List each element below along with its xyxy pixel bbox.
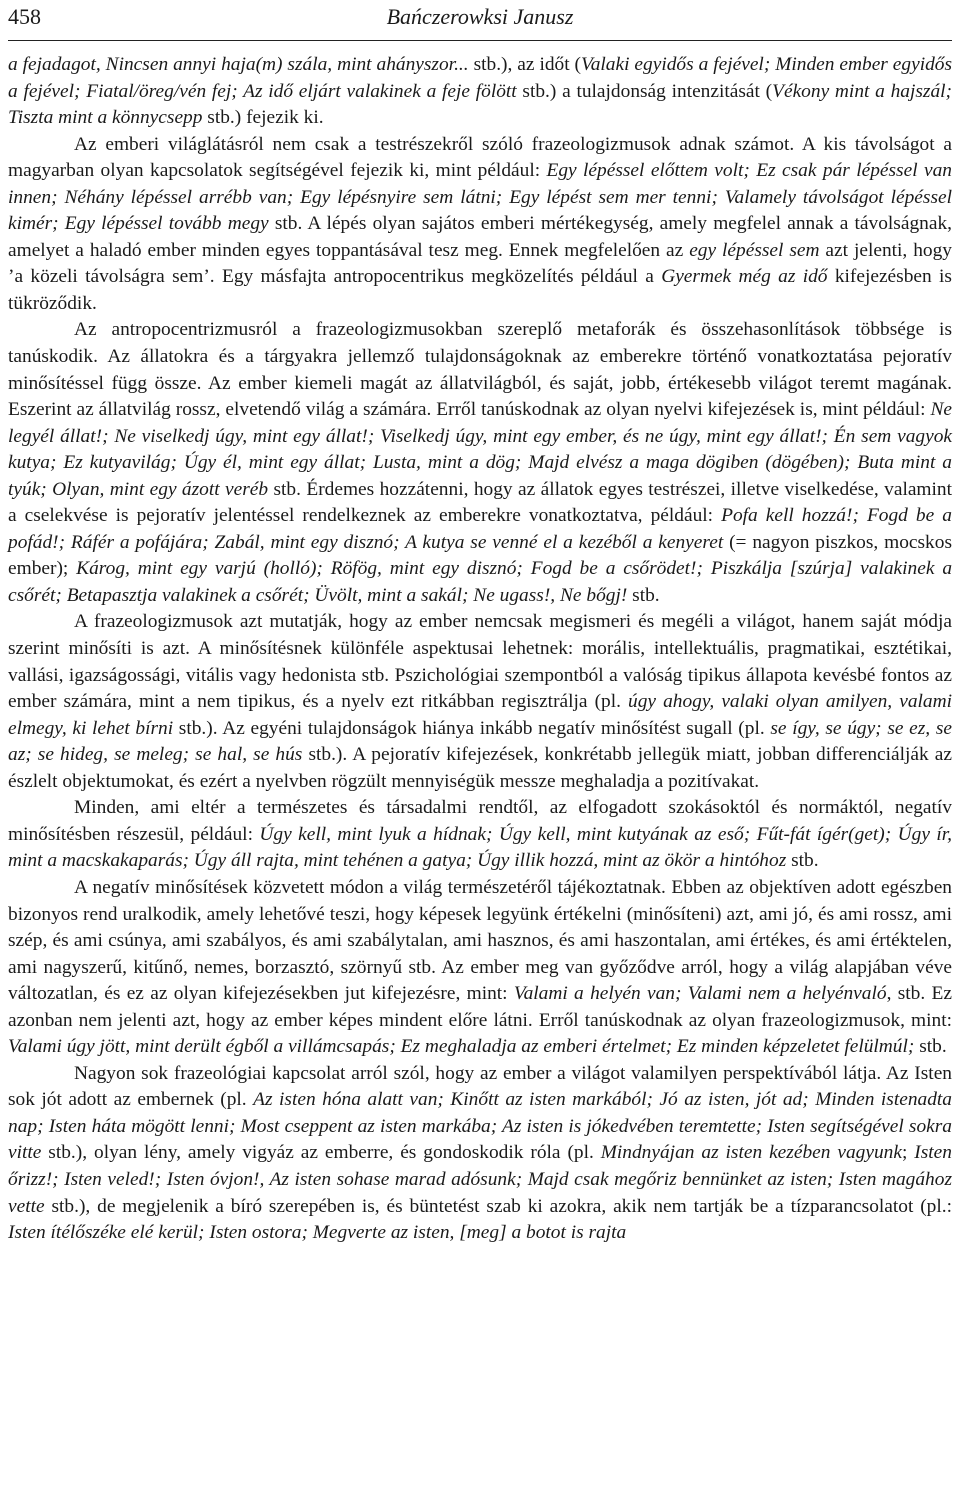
body-text-run: A frazeologizmusok azt mutatják, hogy az ember nemcsak megismeri és megéli a világot, hanem saját módja szerint minősíti is azt. A minősítésnek különféle aspektusai lehetnek: morális, intellektuális, pragmatikai, esztétikai, vallási, igazságossági, vitális vagy hedonista stb. Pszichológiai szempontból a valóság tipikus állapota kevésbé fontos az ember számára, mint a nem tipikus, és a nyelv ezt ritkábban regisztrálja (pl. bbox=[8, 611, 952, 713]
paragraph bbox=[8, 52, 952, 132]
body-text-run: Minden, ami eltér a természetes és társadalmi rendtől, az elfogadott szokásoktól és normáktól, negatív minősítésben részesül, például: bbox=[8, 797, 952, 845]
paragraph bbox=[8, 795, 952, 875]
header-rule bbox=[8, 40, 952, 41]
body-text-run: stb.) fejezik ki. bbox=[202, 107, 324, 129]
italic-example-text: Valami úgy jött, mint derült égből a villámcsapás; Ez meghaladja az emberi értelmet; Ez minden képzeletet felülmúl; bbox=[8, 1036, 915, 1058]
italic-example-text: a fejadagot, Nincsen annyi haja(m) szála, mint ahányszor... bbox=[8, 54, 469, 75]
running-head: Bańczerowksi Janusz bbox=[386, 4, 574, 29]
body-text-run: A negatív minősítések közvetett módon a világ természetéről tájékoztatnak. Ebben az objektíven adott egészben bizonyos rend uralkodik, amely lehetővé teszi, hogy képesek legyünk értékelni (minősíteni) azt, ami jó, és ami rossz, ami szép, és ami csúnya, ami szabályos, és ami szabálytalan, ami hasznos, és ami haszontalan, ami értékes, és ami értéktelen, ami nagyszerű, kitűnő, nemes, borzasztó, szörnyű stb. Az ember meg van győződve arról, hogy a világ alapjában véve változatlan, és ez az olyan kifejezésekben jut kifejezésre, mint: bbox=[8, 876, 952, 1005]
italic-example-text: se így, se úgy; se ez, se az; se hideg, se meleg; se hal, se hús bbox=[8, 717, 952, 766]
body-text-run: stb. Érdemes hozzátenni, hogy az állatok egyes testrészei, illetve viselkedése, valamint a cselekvése is pejoratív jelentéssel rendelkeznek az emberekre vonatkoztatva, például: bbox=[8, 478, 952, 527]
italic-example-text: Valaki egyidős a fejével; Minden ember egyidős a fejével; Fiatal/öreg/vén fej; Az idő eljárt valakinek a feje fölött bbox=[8, 54, 953, 102]
body-text-run: Az antropocentrizmusról a frazeologizmusokban szereplő metaforák és összehasonlítások többsége is tanúskodik. Az állatokra és a tárgyakra jellemző tulajdonságoknak az emberekre történő vonatkoztatása pejoratív minősítéssel függ össze. Az ember kiemeli magát az állatvilágból, és saját, jobb, értékesebb világot teremt magának. Eszerint az állatvilág rossz, elvetendő világ a számára. Erről tanúskodnak az olyan nyelvi kifejezések is, mint például: bbox=[8, 319, 952, 421]
body-text-run: ; bbox=[901, 1142, 915, 1164]
body-text-run: stb. bbox=[627, 584, 660, 606]
paragraph bbox=[8, 609, 952, 795]
italic-example-text: Gyermek még az idő bbox=[661, 266, 828, 288]
page-header bbox=[8, 0, 952, 34]
body-text-run: stb. bbox=[786, 850, 819, 872]
paragraph bbox=[8, 875, 952, 1061]
paragraph bbox=[8, 317, 952, 609]
italic-example-text: Valami a helyén van; Valami nem a helyénvaló bbox=[513, 983, 887, 1005]
body-text-run: , stb. Ez azonban nem jelenti azt, hogy az ember képes mindent előre látni. Erről tanúskodnak az olyan frazeologizmusok, mint: bbox=[8, 983, 952, 1031]
italic-example-text: Pofa kell hozzá!; Fogd be a pofád!; Ráfér a pofájára; Zabál, mint egy disznó; A kutya se venné el a kezéből a kenyeret bbox=[8, 505, 952, 553]
italic-example-text: Isten őrizz!; Isten veled!; Isten óvjon!, Az isten sohase marad adósunk; Majd csak megőriz bennünket az isten; Isten magához vette bbox=[8, 1142, 952, 1217]
italic-example-text: Vékony mint a hajszál; Tiszta mint a könnycsepp bbox=[8, 80, 952, 129]
body-text-run: stb.), olyan lény, amely vigyáz az emberre, és gondoskodik róla (pl. bbox=[41, 1142, 601, 1164]
italic-example-text: egy lépéssel sem bbox=[689, 239, 820, 261]
body-text-run: stb. bbox=[914, 1036, 947, 1058]
body-text-run: stb.). Az egyéni tulajdonságok hiánya inkább negatív minősítést sugall (pl. bbox=[173, 717, 771, 739]
body-text-run: stb.), az időt ( bbox=[468, 54, 582, 75]
body-text-run: Az emberi világlátásról nem csak a testrészekről szóló frazeologizmusok adnak számot. A kis távolságot a magyarban olyan kapcsolatok segítségével fejezik ki, mint például: bbox=[8, 133, 952, 182]
body-text-run: stb.), de megjelenik a bíró szerepében is, és büntetést szab ki azokra, akik nem tartják be a tízparancsolatot (pl.: bbox=[44, 1195, 952, 1217]
body-text-run: (= nagyon piszkos, mocskos ember); bbox=[8, 531, 952, 580]
body-text bbox=[8, 52, 952, 1247]
italic-example-text: Isten ítélőszéke elé kerül; Isten ostora; Megverte az isten, [meg] a botot is rajta bbox=[8, 1222, 627, 1244]
italic-example-text: Úgy kell, mint lyuk a hídnak; Úgy kell, mint kutyának az eső; Fűt-fát ígér(get); Úgy ír, mint a macskakaparás; Úgy áll rajta, mint tehénen a gatya; Úgy illik hozzá, mint az ökör a hintóhoz bbox=[8, 823, 952, 872]
body-text-run: Nagyon sok frazeológiai kapcsolat arról szól, hogy az ember a világot valamilyen perspektívából látja. Az Isten sok jót adott az embernek (pl. bbox=[8, 1062, 952, 1111]
body-text-run: stb. A lépés olyan sajátos emberi mértékegység, amely megfelel annak a távolságnak, amelyet a haladó ember minden egyes toppantásával tesz meg. Ennek megfelelően az bbox=[8, 213, 952, 261]
body-text-run: stb.) a tulajdonság intenzitását ( bbox=[516, 80, 773, 102]
italic-example-text: Károg, mint egy varjú (holló); Röfög, mint egy disznó; Fogd be a csőrödet!; Piszkálja [szúrja] valakinek a csőrét; Betapasztja valakinek a csőrét; Üvölt, mint a sakál; Ne ugass!, Ne bőgj! bbox=[8, 558, 953, 606]
italic-example-text: Mindnyájan az isten kezében vagyunk bbox=[600, 1142, 902, 1164]
body-text-run: stb.). A pejoratív kifejezések, konkrétabb jellegük miatt, jobban differenciálják az észlelt objektumokat, és ezért a nyelvben rögzült mennyiségük messze meghaladja a pozitívakat. bbox=[8, 744, 952, 792]
italic-example-text: úgy ahogy, valaki olyan amilyen, valami elmegy, ki lehet bírni bbox=[8, 691, 952, 739]
paragraph bbox=[8, 132, 952, 318]
italic-example-text: Egy lépéssel előttem volt; Ez csak pár lépéssel van innen; Néhány lépéssel arrébb van; Egy lépésnyire sem látni; Egy lépést sem mer tenni; Valamely távolságot lépéssel kimér; Egy lépéssel tovább megy bbox=[8, 160, 952, 235]
page-number: 458 bbox=[8, 4, 41, 29]
paragraph bbox=[8, 1061, 952, 1247]
body-text-run: azt jelenti, hogy ’a közeli távolságra sem’. Egy másfajta antropocentrikus megközelítés például a bbox=[8, 239, 952, 288]
italic-example-text: Ne legyél állat!; Ne viselkedj úgy, mint egy állat!; Viselkedj úgy, mint egy ember, és ne úgy, mint egy állat!; Én sem vagyok kutya; Ez kutyavilág; Úgy él, mint egy állat; Lusta, mint a dög; Majd elvész a maga dögiben (dögében); Buta mint a tyúk; Olyan, mint egy ázott veréb bbox=[8, 399, 952, 500]
italic-example-text: Az isten hóna alatt van; Kinőtt az isten markából; Jó az isten, jót ad; Minden istenadta nap; Isten háta mögött lenni; Most cseppent az isten markába; Az isten is jókedvében teremtette; Isten segítségével sokra vitte bbox=[8, 1089, 953, 1164]
body-text-run: kifejezésben is tükröződik. bbox=[8, 266, 952, 314]
